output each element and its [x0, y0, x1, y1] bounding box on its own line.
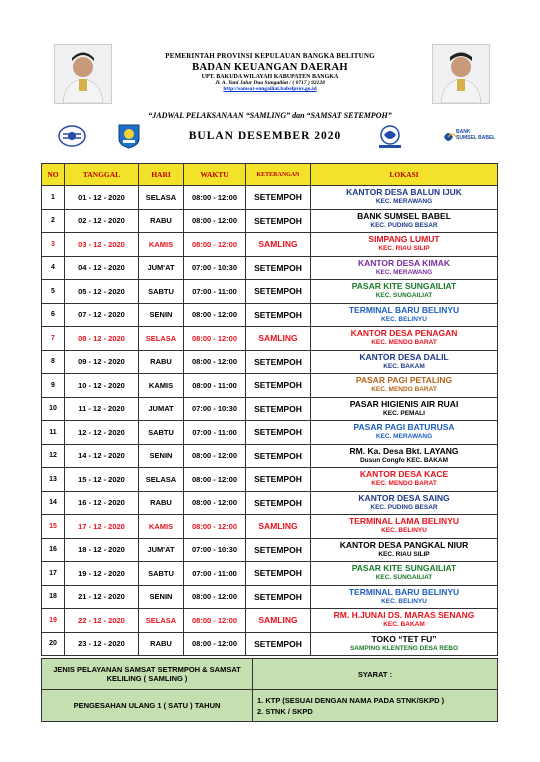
- table-row: [42, 562, 498, 586]
- cell-tanggal: 08 - 12 - 2020: [65, 327, 139, 351]
- cell-tanggal: 05 - 12 - 2020: [65, 280, 139, 304]
- cell-tanggal: 18 - 12 - 2020: [65, 538, 139, 562]
- cell-hari: RABU: [139, 209, 184, 233]
- table-header-row: [42, 164, 498, 186]
- location-district: KEC. BELINYU: [381, 527, 427, 535]
- table-row: [42, 444, 498, 468]
- location-district: KEC. MENDO BARAT: [371, 386, 437, 394]
- table-row: [42, 209, 498, 233]
- location-name: PASAR PAGI BATURUSA: [353, 422, 455, 433]
- service-type-header: JENIS PELAYANAN SAMSAT SETRMPOH & SAMSAT KELILING ( SAMLING ): [42, 659, 253, 690]
- location-district: KEC. BELINYU: [381, 315, 427, 323]
- cell-waktu: 08:00 - 12:00: [184, 468, 246, 492]
- cell-keterangan: SAMLING: [246, 609, 311, 633]
- cell-lokasi: [311, 374, 498, 398]
- table-row: [42, 397, 498, 421]
- location-district: KEC. MERAWANG: [375, 198, 433, 206]
- location-name: KANTOR DESA BALUN IJUK: [346, 187, 462, 198]
- cell-waktu: 08:00 - 12:00: [184, 303, 246, 327]
- cell-no: 8: [42, 350, 65, 374]
- location-district: KEC. SUNGAILIAT: [375, 292, 433, 300]
- cell-waktu: 07:00 - 11:00: [184, 280, 246, 304]
- cell-keterangan: SETEMPOH: [246, 350, 311, 374]
- column-header-tanggal: TANGGAL: [65, 164, 139, 186]
- cell-waktu: 07:00 - 11:00: [184, 421, 246, 445]
- table-row: [42, 609, 498, 633]
- cell-no: 12: [42, 444, 65, 468]
- cell-keterangan: SAMLING: [246, 327, 311, 351]
- cell-hari: SENIN: [139, 444, 184, 468]
- cell-no: 3: [42, 233, 65, 257]
- office-address: Jl. A. Yani Jalur Dua Sungailiat / ( 0717 ) 92128: [215, 80, 325, 86]
- cell-lokasi: [311, 397, 498, 421]
- requirement-item: 2. STNK / SKPD: [257, 706, 313, 716]
- location-district: KEC. BAKAM: [383, 621, 425, 629]
- column-header-keterangan: KETERANGAN: [246, 164, 311, 186]
- cell-lokasi: [311, 491, 498, 515]
- cell-hari: SABTU: [139, 280, 184, 304]
- cell-hari: JUM'AT: [139, 256, 184, 280]
- letterhead: [120, 52, 420, 92]
- cell-lokasi: [311, 468, 498, 492]
- location-name: PASAR PAGI PETALING: [355, 375, 453, 386]
- website-link[interactable]: http://samsat-sungailiat.babelprov.go.id: [223, 86, 317, 92]
- column-header-lokasi: LOKASI: [311, 164, 498, 186]
- location-district: SAMPING KLENTENG DESA REBO: [349, 644, 459, 652]
- schedule-rows: [42, 186, 498, 656]
- cell-hari: SELASA: [139, 609, 184, 633]
- cell-no: 16: [42, 538, 65, 562]
- location-name: PASAR KITE SUNGAILIAT: [351, 563, 457, 574]
- requirements-list: [253, 690, 498, 722]
- cell-hari: RABU: [139, 491, 184, 515]
- location-name: KANTOR DESA KACE: [359, 469, 449, 480]
- cell-hari: SENIN: [139, 585, 184, 609]
- cell-no: 6: [42, 303, 65, 327]
- location-name: KANTOR DESA DALIL: [359, 351, 449, 362]
- location-district: KEC. MENDO BARAT: [371, 480, 437, 488]
- cell-keterangan: SETEMPOH: [246, 421, 311, 445]
- cell-lokasi: [311, 421, 498, 445]
- table-row: [42, 350, 498, 374]
- cell-hari: SELASA: [139, 468, 184, 492]
- table-row: [42, 468, 498, 492]
- schedule-title: “JADWAL PELAKSANAAN “SAMLING” dan “SAMSAT SETEMPOH”: [148, 111, 392, 120]
- location-name: KANTOR DESA PANGKAL NIUR: [339, 539, 469, 550]
- location-district: KEC. MERAWANG: [375, 433, 433, 441]
- table-row: [42, 421, 498, 445]
- cell-waktu: 08:00 - 12:00: [184, 186, 246, 210]
- cell-no: 5: [42, 280, 65, 304]
- location-name: PASAR KITE SUNGAILIAT: [351, 281, 457, 292]
- cell-waktu: 07:00 - 11:00: [184, 562, 246, 586]
- cell-tanggal: 04 - 12 - 2020: [65, 256, 139, 280]
- cell-waktu: 07:00 - 10:30: [184, 256, 246, 280]
- cell-keterangan: SETEMPOH: [246, 444, 311, 468]
- requirement-item: 1. KTP (SESUAI DENGAN NAMA PADA STNK/SKPD ): [257, 695, 445, 705]
- table-row: [42, 374, 498, 398]
- location-district: KEC. RIAU SILIP: [378, 245, 430, 253]
- cell-waktu: 08:00 - 12:00: [184, 327, 246, 351]
- cell-hari: KAMIS: [139, 233, 184, 257]
- cell-lokasi: [311, 538, 498, 562]
- vice-governor-photo: [432, 44, 490, 104]
- service-name: PENGESAHAN ULANG 1 ( SATU ) TAHUN: [42, 690, 253, 722]
- cell-hari: SELASA: [139, 327, 184, 351]
- table-row: [42, 515, 498, 539]
- cell-tanggal: 19 - 12 - 2020: [65, 562, 139, 586]
- cell-lokasi: [311, 327, 498, 351]
- cell-no: 18: [42, 585, 65, 609]
- cell-tanggal: 21 - 12 - 2020: [65, 585, 139, 609]
- cell-tanggal: 02 - 12 - 2020: [65, 209, 139, 233]
- cell-lokasi: [311, 585, 498, 609]
- cell-keterangan: SETEMPOH: [246, 468, 311, 492]
- cell-lokasi: [311, 444, 498, 468]
- location-district: Dusun Congfo KEC. BAKAM: [359, 456, 449, 464]
- cell-no: 9: [42, 374, 65, 398]
- government-name: PEMERINTAH PROVINSI KEPULAUAN BANGKA BELITUNG: [165, 52, 375, 60]
- cell-hari: JUMAT: [139, 397, 184, 421]
- cell-tanggal: 01 - 12 - 2020: [65, 186, 139, 210]
- cell-tanggal: 14 - 12 - 2020: [65, 444, 139, 468]
- location-district: KEC. SUNGAILIAT: [375, 574, 433, 582]
- requirements-row: [42, 690, 498, 722]
- cell-keterangan: SETEMPOH: [246, 585, 311, 609]
- cell-no: 17: [42, 562, 65, 586]
- cell-waktu: 08:00 - 12:00: [184, 609, 246, 633]
- cell-waktu: 07:00 - 10:30: [184, 397, 246, 421]
- cell-tanggal: 07 - 12 - 2020: [65, 303, 139, 327]
- column-header-no: NO: [42, 164, 65, 186]
- cell-keterangan: SETEMPOH: [246, 397, 311, 421]
- location-district: KEC. PUDING BESAR: [370, 221, 438, 229]
- location-name: RM. Ka. Desa Bkt. LAYANG: [349, 445, 459, 456]
- cell-keterangan: SETEMPOH: [246, 491, 311, 515]
- jasa-raharja-logo-icon: [373, 124, 407, 150]
- location-name: KANTOR DESA PENAGAN: [350, 328, 458, 339]
- cell-tanggal: 10 - 12 - 2020: [65, 374, 139, 398]
- cell-no: 11: [42, 421, 65, 445]
- cell-hari: RABU: [139, 350, 184, 374]
- bakuda-logo-icon: [117, 123, 141, 149]
- cell-waktu: 08:00 - 12:00: [184, 444, 246, 468]
- cell-lokasi: [311, 303, 498, 327]
- cell-lokasi: [311, 632, 498, 656]
- location-district: KEC. RIAU SILIP: [378, 550, 430, 558]
- cell-hari: SABTU: [139, 562, 184, 586]
- table-row: [42, 327, 498, 351]
- cell-no: 2: [42, 209, 65, 233]
- cell-hari: SABTU: [139, 421, 184, 445]
- location-name: KANTOR DESA SAING: [358, 492, 450, 503]
- table-row: [42, 585, 498, 609]
- cell-lokasi: [311, 515, 498, 539]
- cell-no: 7: [42, 327, 65, 351]
- cell-lokasi: [311, 209, 498, 233]
- cell-keterangan: SETEMPOH: [246, 632, 311, 656]
- table-row: [42, 538, 498, 562]
- column-header-hari: HARI: [139, 164, 184, 186]
- location-district: KEC. MERAWANG: [375, 268, 433, 276]
- location-name: TERMINAL LAMA BELINYU: [348, 516, 460, 527]
- table-row: [42, 280, 498, 304]
- cell-waktu: 08:00 - 12:00: [184, 585, 246, 609]
- cell-keterangan: SETEMPOH: [246, 562, 311, 586]
- cell-tanggal: 12 - 12 - 2020: [65, 421, 139, 445]
- cell-tanggal: 11 - 12 - 2020: [65, 397, 139, 421]
- cell-keterangan: SETEMPOH: [246, 256, 311, 280]
- cell-waktu: 08:00 - 11:00: [184, 374, 246, 398]
- cell-no: 4: [42, 256, 65, 280]
- location-district: KEC. BAKAM: [383, 362, 425, 370]
- requirements-header-row: [42, 659, 498, 690]
- cell-no: 19: [42, 609, 65, 633]
- cell-tanggal: 17 - 12 - 2020: [65, 515, 139, 539]
- cell-waktu: 07:00 - 10:30: [184, 538, 246, 562]
- cell-waktu: 08:00 - 12:00: [184, 350, 246, 374]
- cell-keterangan: SETEMPOH: [246, 303, 311, 327]
- cell-no: 10: [42, 397, 65, 421]
- cell-tanggal: 09 - 12 - 2020: [65, 350, 139, 374]
- cell-tanggal: 15 - 12 - 2020: [65, 468, 139, 492]
- cell-waktu: 08:00 - 12:00: [184, 632, 246, 656]
- cell-tanggal: 03 - 12 - 2020: [65, 233, 139, 257]
- cell-lokasi: [311, 562, 498, 586]
- location-district: KEC. PEMALI: [383, 409, 425, 417]
- schedule-month: BULAN DESEMBER 2020: [188, 130, 342, 142]
- requirements-table: [41, 658, 498, 722]
- cell-hari: KAMIS: [139, 374, 184, 398]
- cell-keterangan: SETEMPOH: [246, 209, 311, 233]
- table-row: [42, 186, 498, 210]
- cell-keterangan: SAMLING: [246, 233, 311, 257]
- unit-name: UPT. BAKUDA WILAYAH KABUPATEN BANGKA: [201, 74, 339, 80]
- cell-keterangan: SETEMPOH: [246, 186, 311, 210]
- governor-photo: [54, 44, 112, 104]
- cell-no: 20: [42, 632, 65, 656]
- column-header-waktu: WAKTU: [184, 164, 246, 186]
- cell-keterangan: SETEMPOH: [246, 280, 311, 304]
- cell-hari: SENIN: [139, 303, 184, 327]
- cell-no: 15: [42, 515, 65, 539]
- cell-lokasi: [311, 186, 498, 210]
- cell-lokasi: [311, 233, 498, 257]
- location-name: TERMINAL BARU BELINYU: [348, 586, 460, 597]
- cell-tanggal: 23 - 12 - 2020: [65, 632, 139, 656]
- cell-waktu: 08:00 - 12:00: [184, 515, 246, 539]
- cell-waktu: 08:00 - 12:00: [184, 491, 246, 515]
- location-name: PASAR HIGIENIS AIR RUAI: [349, 398, 459, 409]
- cell-keterangan: SAMLING: [246, 515, 311, 539]
- location-name: KANTOR DESA KIMAK: [357, 257, 451, 268]
- location-district: KEC. MENDO BARAT: [371, 339, 437, 347]
- location-name: RM. H.JUNAI DS. MARAS SENANG: [333, 610, 475, 621]
- cell-lokasi: [311, 256, 498, 280]
- cell-no: 14: [42, 491, 65, 515]
- table-row: [42, 632, 498, 656]
- cell-waktu: 08:00 - 12:00: [184, 233, 246, 257]
- cell-no: 13: [42, 468, 65, 492]
- location-name: TERMINAL BARU BELINYU: [348, 304, 460, 315]
- cell-tanggal: 16 - 12 - 2020: [65, 491, 139, 515]
- cell-lokasi: [311, 609, 498, 633]
- table-row: [42, 233, 498, 257]
- cell-tanggal: 22 - 12 - 2020: [65, 609, 139, 633]
- location-name: SIMPANG LUMUT: [368, 234, 440, 245]
- cell-keterangan: SETEMPOH: [246, 374, 311, 398]
- location-district: KEC. PUDING BESAR: [370, 503, 438, 511]
- table-row: [42, 303, 498, 327]
- location-district: KEC. BELINYU: [381, 597, 427, 605]
- cell-keterangan: SETEMPOH: [246, 538, 311, 562]
- cell-lokasi: [311, 350, 498, 374]
- cell-hari: SELASA: [139, 186, 184, 210]
- cell-hari: JUM'AT: [139, 538, 184, 562]
- department-name: BADAN KEUANGAN DAERAH: [192, 62, 348, 73]
- cell-no: 1: [42, 186, 65, 210]
- bank-sumsel-logo-text: BANK SUMSEL BABEL: [456, 129, 496, 141]
- table-row: [42, 491, 498, 515]
- schedule-table: [41, 163, 498, 656]
- location-name: BANK SUMSEL BABEL: [357, 210, 451, 221]
- requirements-header: SYARAT :: [253, 659, 498, 690]
- cell-hari: KAMIS: [139, 515, 184, 539]
- samsat-logo-icon: [57, 124, 87, 148]
- table-row: [42, 256, 498, 280]
- location-name: TOKO “TET FU”: [371, 633, 437, 644]
- cell-waktu: 08:00 - 12:00: [184, 209, 246, 233]
- cell-lokasi: [311, 280, 498, 304]
- cell-hari: RABU: [139, 632, 184, 656]
